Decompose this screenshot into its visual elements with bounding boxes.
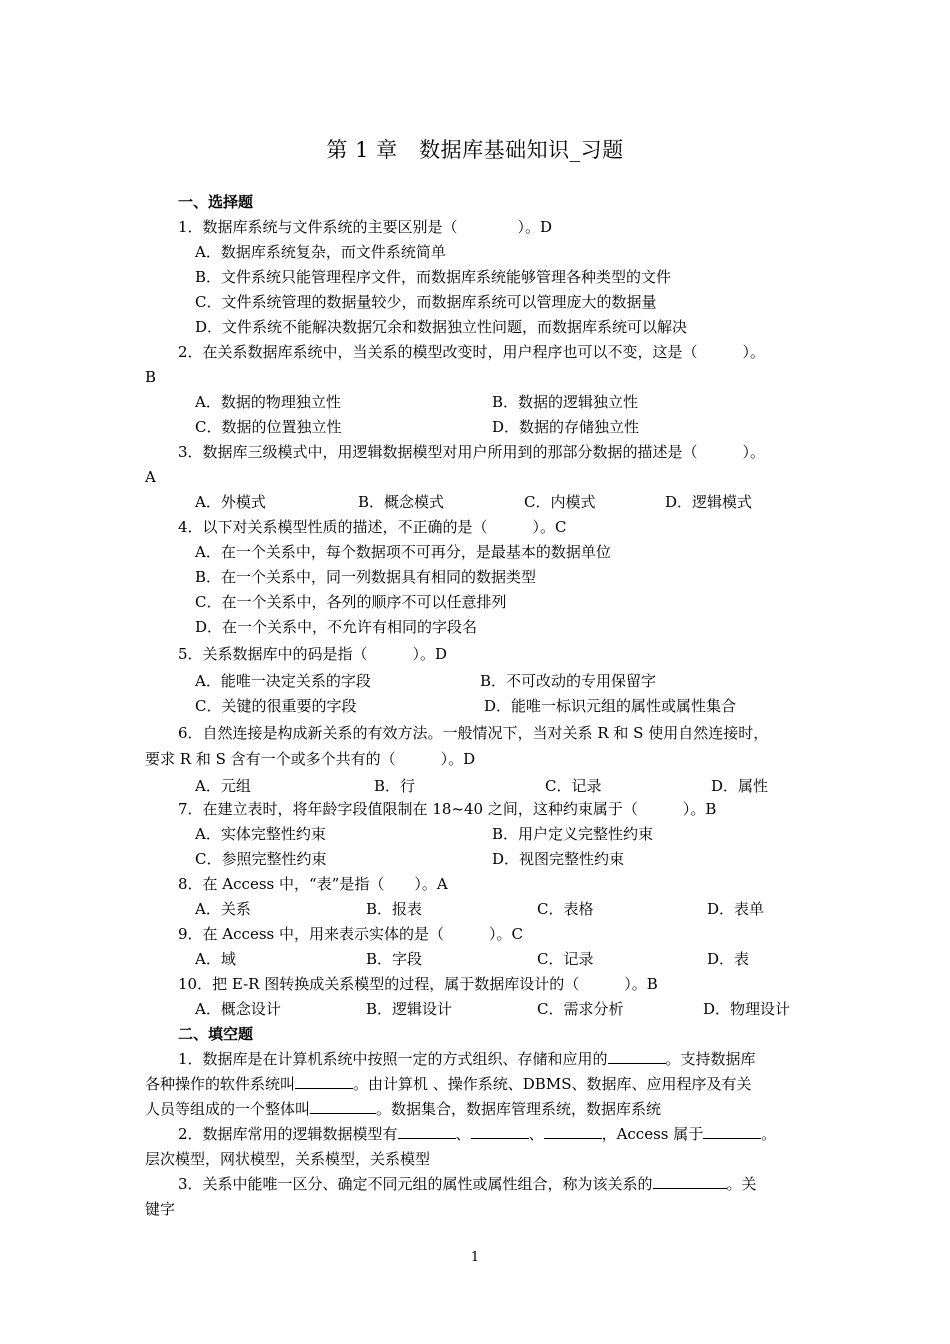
fill-1-line-2 (145, 1074, 751, 1094)
question-7-option-c: C．参照完整性约束 (195, 850, 327, 868)
fill-2-sep-1: 、 (455, 1125, 471, 1143)
question-1-stem: 1．数据库系统与文件系统的主要区别是（ ）。D (178, 218, 553, 236)
question-6-option-b: B．行 (374, 777, 416, 795)
question-5-option-d: D．能唯一标识元组的属性或属性集合 (484, 697, 737, 715)
fill-2-blank-2 (471, 1124, 529, 1139)
question-9-option-a: A．域 (195, 950, 236, 968)
section-heading-choice: 一、选择题 (178, 193, 254, 211)
question-3-option-d: D．逻辑模式 (665, 493, 753, 511)
question-9-option-c: C．记录 (537, 950, 594, 968)
question-2-option-b: B．数据的逻辑独立性 (492, 393, 639, 411)
question-3-stem: 3．数据库三级模式中，用逻辑数据模型对用户所用到的那部分数据的描述是（ ）。 (178, 443, 766, 461)
question-2-stem: 2．在关系数据库系统中，当关系的模型改变时，用户程序也可以不变，这是（ ）。 (178, 343, 766, 361)
fill-1-blank-2 (295, 1074, 353, 1089)
question-7-stem: 7．在建立表时，将年龄字段值限制在 18~40 之间，这种约束属于（ ）。B (178, 800, 717, 818)
section-heading-fill-in: 二、填空题 (178, 1025, 254, 1043)
question-3-answer: A (145, 468, 156, 486)
fill-2-blank-4 (703, 1124, 761, 1139)
question-8-option-d: D．表单 (707, 900, 765, 918)
page-number: 1 (470, 1250, 480, 1265)
question-8-stem: 8．在 Access 中，“表”是指（ ）。A (178, 875, 448, 893)
fill-2-blank-1 (398, 1124, 456, 1139)
fill-1-line-3 (145, 1099, 661, 1119)
question-10-option-a: A．概念设计 (195, 1000, 281, 1018)
question-2-answer: B (145, 368, 157, 386)
question-1-option-d: D．文件系统不能解决数据冗余和数据独立性问题，而数据库系统可以解决 (195, 318, 688, 336)
question-2-option-c: C．数据的位置独立性 (195, 418, 342, 436)
question-9-stem: 9．在 Access 中，用来表示实体的是（ ）。C (178, 925, 523, 943)
question-3-option-b: B．概念模式 (358, 493, 445, 511)
question-2-option-a: A．数据的物理独立性 (195, 393, 341, 411)
fill-1-text-6: 。数据集合，数据库管理系统，数据库系统 (376, 1100, 662, 1118)
question-8-option-b: B．报表 (366, 900, 423, 918)
question-10-option-b: B．逻辑设计 (366, 1000, 453, 1018)
page-title: 第 1 章 数据库基础知识_习题 (326, 138, 624, 162)
fill-2-line-1 (178, 1124, 776, 1144)
fill-2-answer-line: 层次模型，网状模型，关系模型，关系模型 (145, 1150, 431, 1168)
question-4-option-c: C．在一个关系中，各列的顺序不可以任意排列 (195, 593, 507, 611)
fill-2-sep-2: 、 (528, 1125, 544, 1143)
question-8-option-c: C．表格 (537, 900, 594, 918)
question-10-option-c: C．需求分析 (537, 1000, 624, 1018)
fill-3-line-1 (178, 1174, 757, 1194)
fill-1-text-1: 1．数据库是在计算机系统中按照一定的方式组织、存储和应用的 (178, 1050, 608, 1068)
question-5-option-b: B．不可改动的专用保留字 (480, 672, 657, 690)
question-1-option-b: B．文件系统只能管理程序文件，而数据库系统能够管理各种类型的文件 (195, 268, 672, 286)
question-6-option-c: C．记录 (545, 777, 602, 795)
fill-1-line-1 (178, 1049, 756, 1069)
fill-3-text-1: 3．关系中能唯一区分、确定不同元组的属性或属性组合，称为该关系的 (178, 1175, 653, 1193)
fill-3-text-2: 。关 (726, 1175, 757, 1193)
fill-1-text-2: 。支持数据库 (665, 1050, 756, 1068)
question-5-stem: 5．关系数据库中的码是指（ ）。D (178, 645, 448, 663)
question-3-option-c: C．内模式 (524, 493, 596, 511)
fill-1-text-4: 。由计算机 、操作系统、DBMS、数据库、应用程序及有关 (353, 1075, 752, 1093)
question-6-stem-line-2: 要求 R 和 S 含有一个或多个共有的（ ）。D (145, 750, 476, 768)
fill-2-text-3: 。 (761, 1125, 777, 1143)
question-8-option-a: A．关系 (195, 900, 251, 918)
fill-3-line-2: 键字 (145, 1200, 176, 1218)
fill-2-text-2: ，Access 属于 (601, 1125, 704, 1143)
question-10-stem: 10．把 E-R 图转换成关系模型的过程，属于数据库设计的（ ）。B (178, 975, 658, 993)
fill-3-blank-1 (653, 1174, 727, 1189)
question-5-option-c: C．关键的很重要的字段 (195, 697, 357, 715)
question-1-option-c: C．文件系统管理的数据量较少，而数据库系统可以管理庞大的数据量 (195, 293, 657, 311)
question-7-option-d: D．视图完整性约束 (492, 850, 625, 868)
question-4-stem: 4．以下对关系模型性质的描述，不正确的是（ ）。C (178, 518, 567, 536)
question-3-option-a: A．外模式 (195, 493, 266, 511)
question-6-option-a: A．元组 (195, 777, 251, 795)
question-7-option-a: A．实体完整性约束 (195, 825, 326, 843)
question-2-option-d: D．数据的存储独立性 (492, 418, 640, 436)
question-7-option-b: B．用户定义完整性约束 (492, 825, 654, 843)
question-5-option-a: A．能唯一决定关系的字段 (195, 672, 371, 690)
question-4-option-b: B．在一个关系中，同一列数据具有相同的数据类型 (195, 568, 537, 586)
fill-1-blank-3 (310, 1099, 376, 1114)
fill-2-text-1: 2．数据库常用的逻辑数据模型有 (178, 1125, 398, 1143)
question-10-option-d: D．物理设计 (703, 1000, 791, 1018)
question-9-option-b: B．字段 (366, 950, 423, 968)
question-9-option-d: D．表 (707, 950, 750, 968)
fill-1-blank-1 (608, 1049, 666, 1064)
question-1-option-a: A．数据库系统复杂，而文件系统简单 (195, 243, 446, 261)
question-4-option-d: D．在一个关系中，不允许有相同的字段名 (195, 618, 478, 636)
question-6-option-d: D．属性 (711, 777, 769, 795)
question-4-option-a: A．在一个关系中，每个数据项不可再分，是最基本的数据单位 (195, 543, 611, 561)
fill-1-text-5: 人员等组成的一个整体叫 (145, 1100, 311, 1118)
fill-2-blank-3 (544, 1124, 602, 1139)
fill-1-text-3: 各种操作的软件系统叫 (145, 1075, 296, 1093)
question-6-stem-line-1: 6．自然连接是构成新关系的有效方法。一般情况下，当对关系 R 和 S 使用自然连接时， (178, 724, 769, 742)
